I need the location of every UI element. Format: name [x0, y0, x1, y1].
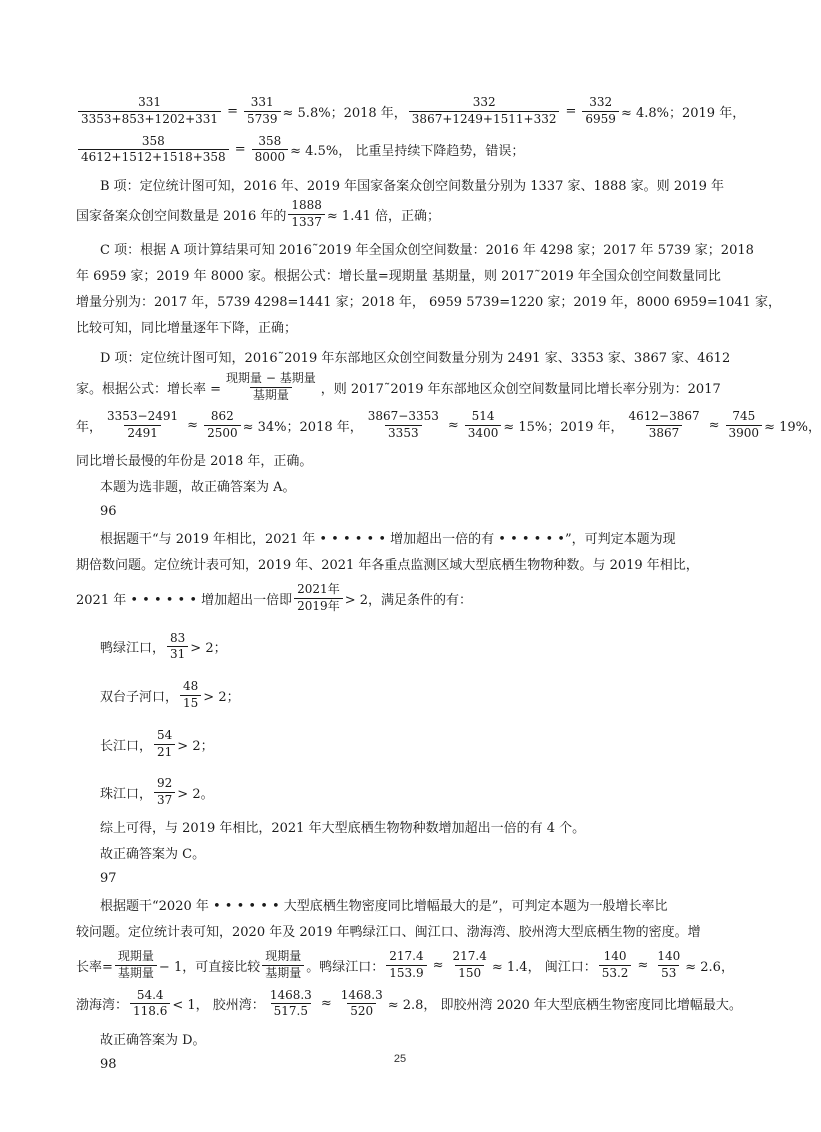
question-number-96: 96: [100, 504, 117, 520]
fraction: $\frac{332}{3867+1249+1511+332}$: [409, 96, 560, 127]
fraction: $\frac{1468.3}{517.5}$: [269, 987, 312, 1019]
fraction: $\frac{54.4}{118.6}$: [130, 989, 170, 1020]
fraction: $\frac{92}{37}$: [154, 777, 175, 808]
q96-line-3: 2021 年 • • • • • • 增加超出一倍即 $\frac{\text{2021年}}{\text{2019年}}$ > 2，满足条件的有：: [76, 581, 472, 613]
answer-95: 本题为选非题，故正确答案为 A。: [100, 480, 296, 496]
q97-line-1: 根据题干“2020 年 • • • • • • 大型底栖生物密度同比增幅最大的是”，可判定本题为一般增长率比: [100, 899, 668, 915]
fraction: $\frac{54}{21}$: [154, 729, 175, 760]
option-d-line-3: 年， $\frac{3353-2491}{2491}$ ≈ $\frac{862}{2500}$ ≈ 34%；2018 年， $\frac{3867-3353}{3353}$ ≈ $\frac{514}{3400}$ ≈ 15%；2019 年， $\frac{4612-3867}{3867}$ ≈ $\frac{745}{3900}$ ≈ 19%，: [76, 409, 821, 441]
list-item: 长江口， $\frac{54}{21}$ > 2；: [100, 727, 214, 759]
fraction: $\frac{358}{4612+1512+1518+358}$: [78, 135, 229, 166]
fraction: $\frac{1888}{1337}$: [288, 199, 325, 230]
list-item: 鸭绿江口， $\frac{83}{31}$ > 2；: [100, 630, 227, 662]
option-c-line-3: 增量分别为：2017 年，5739 4298=1441 家；2018 年， 6959 5739=1220 家；2019 年，8000 6959=1041 家，: [76, 295, 782, 311]
fraction: $\frac{4612-3867}{3867}$: [628, 409, 700, 441]
summary-96: 综上可得，与 2019 年相比，2021 年大型底栖生物物种数增加超出一倍的有 4 个。: [100, 821, 586, 837]
q97-line-2: 较问题。定位统计表可知，2020 年及 2019 年鸭绿江口、闽江口、渤海湾、胶州湾大型底栖生物的密度。增: [76, 925, 701, 941]
fraction: $\frac{\text{现期量 − 基期量}}{\text{基期量}}$: [226, 370, 316, 402]
fraction: $\frac{217.4}{150}$: [452, 948, 487, 980]
calc-line-2017-2018: $\frac{331}{3353+853+1202+331}$ = $\frac{331}{5739}$ ≈ 5.8%；2018 年， $\frac{332}{3867+1249+1511+332}$ = $\frac{332}{6959}$ ≈ 4.8%；2019 年，: [76, 96, 726, 127]
option-d-line-1: D 项：定位统计图可知，2016˜2019 年东部地区众创空间数量分别为 2491 家、3353 家、3867 家、4612: [100, 351, 731, 367]
fraction: $\frac{745}{3900}$: [726, 410, 763, 441]
fraction: $\frac{\text{现期量}}{\text{基期量}}$: [115, 950, 157, 981]
fraction: $\frac{331}{5739}$: [244, 96, 281, 127]
fraction: $\frac{140}{53.2}$: [599, 950, 632, 981]
option-c-line-1: C 项：根据 A 项计算结果可知 2016˜2019 年全国众创空间数量：2016 年 4298 家；2017 年 5739 家；2018: [100, 243, 754, 259]
fraction: $\frac{332}{6959}$: [582, 96, 619, 127]
option-b-line-2: 国家备案众创空间数量是 2016 年的 $\frac{1888}{1337}$ ≈ 1.41 倍，正确；: [76, 198, 441, 229]
page-number: 25: [393, 1053, 407, 1065]
fraction: $\frac{862}{2500}$: [204, 410, 241, 441]
document-body: [76, 95, 821, 1079]
q96-line-1: 根据题干“与 2019 年相比，2021 年 • • • • • • 增加超出一倍的有 • • • • • •”，可判定本题为现: [100, 532, 676, 548]
option-d-line-2: 家。根据公式：增长率 = $\frac{\text{现期量 − 基期量}}{\text{基期量}}$ ，则 2017˜2019 年东部地区众创空间数量同比增长率分别为：2017: [76, 370, 721, 402]
fraction: $\frac{331}{3353+853+1202+331}$: [78, 96, 221, 127]
fraction: $\frac{3867-3353}{3353}$: [367, 409, 439, 441]
fraction: $\frac{140}{53}$: [657, 948, 681, 980]
option-c-line-2: 年 6959 家；2019 年 8000 家。根据公式：增长量=现期量 基期量，则 2017˜2019 年全国众创空间数量同比: [76, 269, 721, 285]
answer-96: 故正确答案为 C。: [100, 847, 206, 863]
fraction: $\frac{514}{3400}$: [465, 410, 502, 441]
fraction: $\frac{83}{31}$: [167, 632, 188, 663]
option-d-line-4: 同比增长最慢的年份是 2018 年，正确。: [76, 454, 313, 470]
option-c-line-4: 比较可知，同比增量逐年下降，正确；: [76, 321, 298, 337]
fraction: $\frac{\text{现期量}}{\text{基期量}}$: [262, 950, 304, 981]
fraction: $\frac{48}{15}$: [180, 680, 201, 711]
fraction: $\frac{\text{2021年}}{\text{2019年}}$: [294, 583, 343, 614]
option-b-line-1: B 项：定位统计图可知，2016 年、2019 年国家备案众创空间数量分别为 1337 家、1888 家。则 2019 年: [100, 178, 725, 194]
question-number-98: 98: [100, 1056, 117, 1072]
answer-97: 故正确答案为 D。: [100, 1032, 206, 1048]
q97-line-4: 渤海湾： $\frac{54.4}{118.6}$ < 1， 胶州湾： $\frac{1468.3}{517.5}$ ≈ $\frac{1468.3}{520}$ ≈ 2.8， 即胶州湾 2020 年大型底栖生物密度同比增幅最大。: [76, 987, 742, 1019]
fraction: $\frac{1468.3}{520}$: [340, 987, 383, 1019]
q96-line-2: 期倍数问题。定位统计表可知，2019 年、2021 年各重点监测区域大型底栖生物物种数。与 2019 年相比，: [76, 558, 699, 574]
question-number-97: 97: [100, 871, 117, 887]
q97-line-3: 长率= $\frac{\text{现期量}}{\text{基期量}}$ − 1，可直接比较 $\frac{\text{现期量}}{\text{基期量}}$ 。鸭绿江口： $\frac{217.4}{153.9}$ ≈ $\frac{217.4}{150}$ ≈ 1.4， 闽江口： $\frac{140}{53.2}$ ≈ $\frac{140}{53}$ ≈ 2.6，: [76, 948, 734, 980]
list-item: 珠江口， $\frac{92}{37}$ > 2。: [100, 776, 214, 808]
list-item: 双台子河口， $\frac{48}{15}$ > 2；: [100, 679, 240, 710]
fraction: $\frac{358}{8000}$: [252, 135, 289, 166]
fraction: $\frac{217.4}{153.9}$: [386, 950, 426, 981]
calc-line-2019: $\frac{358}{4612+1512+1518+358}$ = $\frac{358}{8000}$ ≈ 4.5%， 比重呈持续下降趋势，错误；: [76, 135, 726, 166]
fraction: $\frac{3353-2491}{2491}$: [107, 409, 179, 441]
